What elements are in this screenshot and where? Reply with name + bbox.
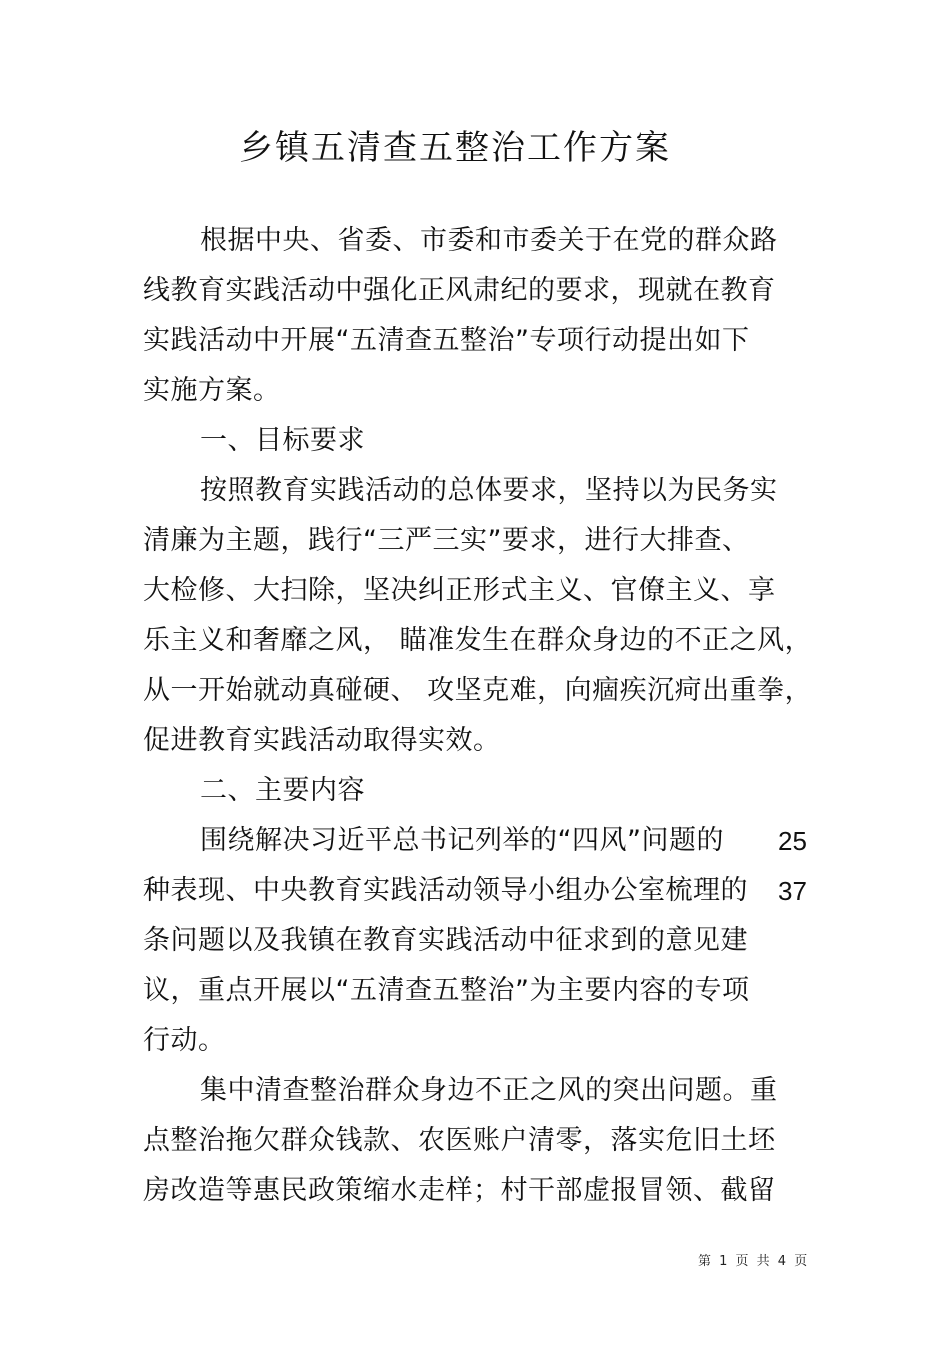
page-footer: 第 1 页 共 4 页	[698, 1254, 810, 1269]
text-line: 大检修、大扫除，坚决纠正形式主义、官僚主义、享	[143, 575, 776, 606]
text-line: 房改造等惠民政策缩水走样；村干部虚报冒领、截留	[143, 1175, 776, 1206]
text-line: 实践活动中开展“五清查五整治”专项行动提出如下	[143, 325, 750, 356]
text-line: 议，重点开展以“五清查五整治”为主要内容的专项	[143, 975, 750, 1006]
text-line: 按照教育实践活动的总体要求，坚持以为民务实	[200, 475, 778, 506]
text-line: 围绕解决习近平总书记列举的“四风”问题的	[200, 825, 724, 856]
text-line: 乐主义和奢靡之风， 瞄准发生在群众身边的不正之风，	[143, 625, 813, 656]
section-heading: 二、主要内容	[200, 775, 365, 806]
section-heading: 一、目标要求	[200, 425, 365, 456]
text-line: 点整治拖欠群众钱款、农医账户清零，落实危旧土坯	[143, 1125, 776, 1156]
side-number: 37	[778, 876, 807, 906]
text-line: 清廉为主题，践行“三严三实”要求，进行大排查、	[143, 525, 750, 556]
text-line: 条问题以及我镇在教育实践活动中征求到的意见建	[143, 925, 748, 956]
text-line: 种表现、中央教育实践活动领导小组办公室梳理的	[143, 875, 748, 906]
text-line: 促进教育实践活动取得实效。	[143, 725, 501, 756]
text-line: 集中清查整治群众身边不正之风的突出问题。重	[200, 1075, 778, 1106]
side-number: 25	[778, 826, 807, 856]
text-line: 实施方案。	[143, 375, 281, 406]
document-title: 乡镇五清查五整治工作方案	[239, 128, 671, 168]
text-line: 从一开始就动真碰硬、 攻坚克难，向痼疾沉疴出重拳，	[143, 675, 813, 706]
text-line: 行动。	[143, 1025, 226, 1056]
text-line: 线教育实践活动中强化正风肃纪的要求，现就在教育	[143, 275, 776, 306]
text-line: 根据中央、省委、市委和市委关于在党的群众路	[200, 225, 778, 256]
